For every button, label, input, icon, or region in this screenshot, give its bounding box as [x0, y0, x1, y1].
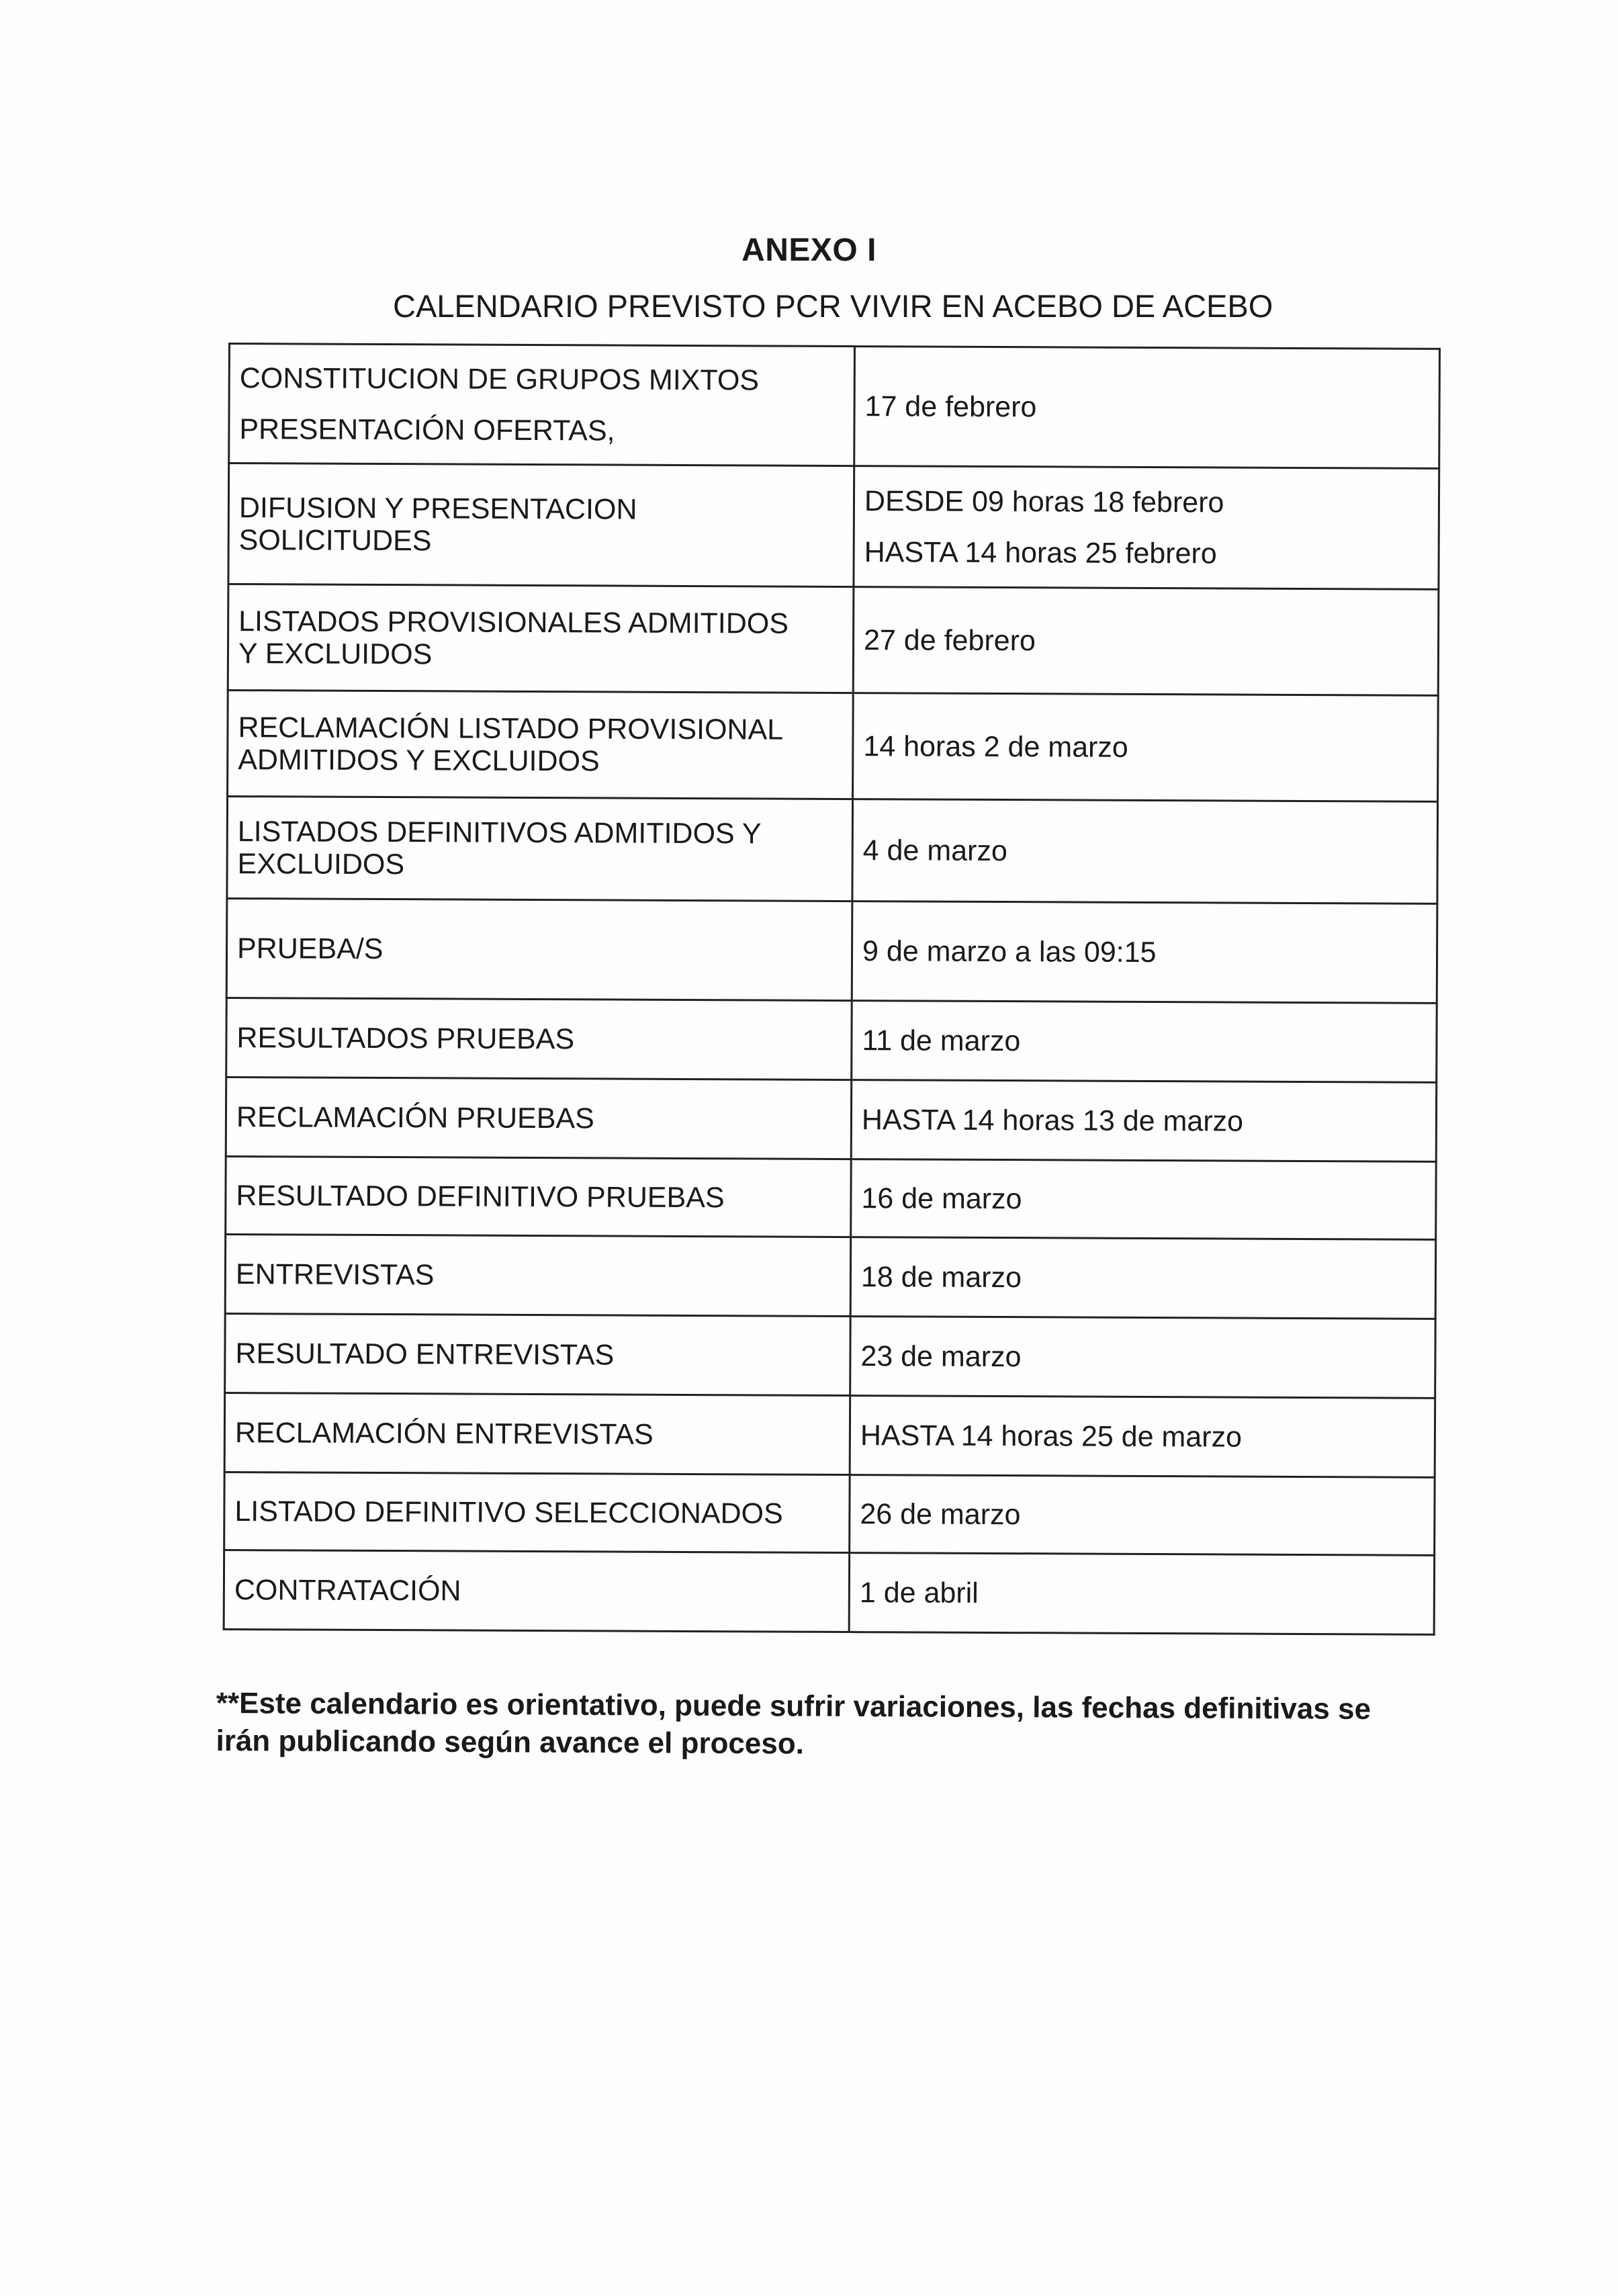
event-cell — [226, 1156, 851, 1237]
date-cell — [850, 1396, 1435, 1478]
date-cell — [852, 799, 1438, 904]
schedule-row — [226, 1156, 1436, 1239]
event-text: RESULTADOS PRUEBAS — [236, 1021, 575, 1055]
schedule-row — [228, 584, 1439, 696]
date-cell — [851, 1159, 1436, 1240]
event-cell — [226, 998, 852, 1079]
schedule-row — [228, 463, 1439, 590]
event-text: CONTRATACIÓN — [234, 1573, 461, 1607]
date-cell — [853, 693, 1439, 802]
schedule-row — [226, 898, 1437, 1003]
date-cell — [850, 1317, 1436, 1399]
schedule-row — [226, 1077, 1436, 1161]
date-text: 23 de marzo — [860, 1339, 1022, 1373]
event-cell — [228, 691, 854, 799]
schedule-row — [225, 1234, 1435, 1319]
date-text: HASTA 14 horas 25 febrero — [864, 535, 1217, 570]
event-text: RESULTADO DEFINITIVO PRUEBAS — [236, 1179, 725, 1214]
event-cell — [227, 797, 853, 901]
event-text: DIFUSION Y PRESENTACION SOLICITUDES — [238, 491, 637, 557]
schedule-row — [228, 691, 1439, 802]
event-text: RECLAMACIÓN ENTREVISTAS — [234, 1416, 654, 1451]
footnote: **Este calendario es orientativo, puede sufrir variaciones, las fechas definitivas se irán publicando según avance el proceso. — [216, 1687, 1372, 1761]
event-text: LISTADOS DEFINITIVOS ADMITIDOS Y EXCLUIDOS — [237, 815, 762, 881]
schedule-row — [224, 1393, 1435, 1477]
schedule-table — [223, 343, 1441, 1636]
date-text: 18 de marzo — [860, 1260, 1022, 1294]
event-text: LISTADOS PROVISIONALES ADMITIDOS Y EXCLUIDOS — [238, 605, 789, 670]
date-text: 26 de marzo — [860, 1497, 1021, 1531]
date-text: 11 de marzo — [862, 1024, 1021, 1057]
schedule-row — [224, 1550, 1434, 1634]
event-cell — [228, 463, 854, 587]
event-text: CONSTITUCION DE GRUPOS MIXTOS — [239, 361, 760, 396]
event-cell — [229, 344, 855, 466]
event-text: PRESENTACIÓN OFERTAS, — [239, 412, 615, 447]
event-cell — [225, 1234, 851, 1316]
event-text: RESULTADO ENTREVISTAS — [235, 1337, 615, 1372]
schedule-row — [229, 344, 1440, 469]
event-cell — [225, 1313, 851, 1395]
schedule-row — [225, 1313, 1435, 1398]
event-text: RECLAMACIÓN LISTADO PROVISIONAL ADMITIDOS Y EXCLUIDOS — [238, 711, 784, 777]
event-text: PRUEBA/S — [236, 932, 384, 965]
date-text: HASTA 14 horas 25 de marzo — [860, 1419, 1243, 1454]
date-text: HASTA 14 horas 13 de marzo — [861, 1103, 1244, 1138]
date-cell — [854, 466, 1439, 590]
date-text: 9 de marzo a las 09:15 — [862, 934, 1157, 969]
date-cell — [851, 1080, 1437, 1162]
document-subtitle: CALENDARIO PREVISTO PCR VIVIR EN ACEBO DE ACEBO — [393, 288, 1273, 324]
date-cell — [852, 1001, 1437, 1083]
event-cell — [224, 1393, 850, 1474]
date-cell — [850, 1475, 1435, 1556]
schedule-row — [227, 797, 1438, 904]
date-text: 27 de febrero — [863, 623, 1036, 657]
date-text: 14 horas 2 de marzo — [863, 730, 1128, 764]
date-text: DESDE 09 horas 18 febrero — [864, 484, 1224, 519]
date-cell — [852, 901, 1437, 1004]
document-title: ANEXO I — [741, 232, 877, 268]
event-cell — [226, 1077, 852, 1159]
event-cell — [224, 1472, 850, 1552]
date-text: 4 de marzo — [862, 834, 1007, 867]
event-cell — [226, 898, 852, 1000]
date-text: 17 de febrero — [864, 390, 1037, 423]
date-cell — [849, 1553, 1435, 1635]
schedule-row — [224, 1472, 1435, 1555]
date-cell — [854, 347, 1440, 469]
event-text: LISTADO DEFINITIVO SELECCIONADOS — [234, 1495, 783, 1530]
date-cell — [853, 587, 1439, 696]
date-text: 16 de marzo — [861, 1182, 1022, 1215]
event-cell — [228, 584, 854, 693]
event-cell — [224, 1550, 850, 1632]
schedule-row — [226, 998, 1437, 1082]
date-cell — [850, 1237, 1436, 1319]
date-text: 1 de abril — [859, 1576, 979, 1609]
event-text: ENTREVISTAS — [235, 1257, 435, 1291]
event-text: RECLAMACIÓN PRUEBAS — [236, 1100, 594, 1135]
schedule-table-body — [224, 344, 1439, 1635]
